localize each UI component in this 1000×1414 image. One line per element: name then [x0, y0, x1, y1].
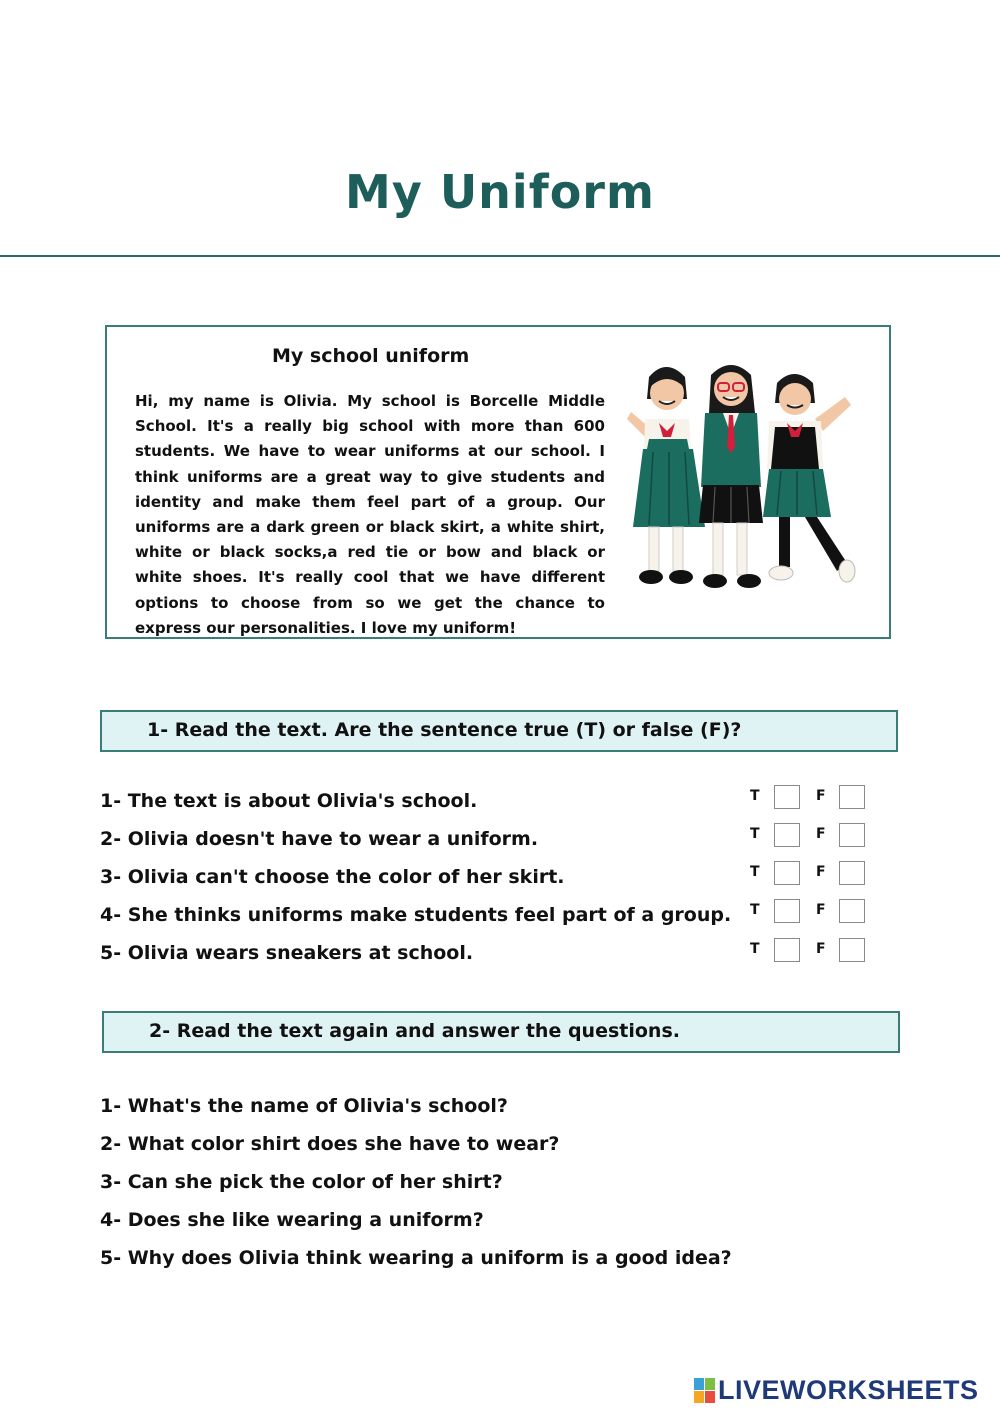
- girl-right: [763, 374, 855, 582]
- tf-statement: 4- She thinks uniforms make students feel part of a group.: [100, 904, 732, 926]
- false-label: F: [816, 788, 826, 804]
- true-checkbox[interactable]: [774, 861, 800, 885]
- question: 5- Why does Olivia think wearing a uniform is a good idea?: [100, 1247, 732, 1269]
- exercise2-banner: [102, 1011, 900, 1053]
- tf-statement: 5- Olivia wears sneakers at school.: [100, 942, 474, 964]
- reading-title: My school uniform: [272, 345, 470, 367]
- tf-answer-row: [750, 938, 868, 964]
- true-checkbox[interactable]: [774, 938, 800, 962]
- false-label: F: [816, 864, 826, 880]
- false-checkbox[interactable]: [839, 861, 865, 885]
- exercise1-banner: [100, 710, 898, 752]
- tf-answer-row: [750, 823, 868, 849]
- false-label: F: [816, 826, 826, 842]
- question: 3- Can she pick the color of her shirt?: [100, 1171, 503, 1193]
- girl-left: [627, 367, 705, 584]
- true-label: T: [750, 941, 760, 957]
- false-checkbox[interactable]: [839, 823, 865, 847]
- page-title: My Uniform: [345, 165, 655, 219]
- reading-box: [105, 325, 891, 639]
- true-checkbox[interactable]: [774, 823, 800, 847]
- tf-answer-row: [750, 785, 868, 811]
- tf-answer-row: [750, 899, 868, 925]
- tf-statement: 3- Olivia can't choose the color of her skirt.: [100, 866, 565, 888]
- logo-text: LIVEWORKSHEETS: [718, 1375, 979, 1405]
- tf-answer-row: [750, 861, 868, 887]
- false-label: F: [816, 902, 826, 918]
- logo-icon: [694, 1378, 716, 1404]
- tf-statement: 2- Olivia doesn't have to wear a uniform.: [100, 828, 539, 850]
- tf-statement: 1- The text is about Olivia's school.: [100, 790, 478, 812]
- students-illustration: [619, 357, 879, 619]
- false-checkbox[interactable]: [839, 899, 865, 923]
- true-label: T: [750, 902, 760, 918]
- true-label: T: [750, 788, 760, 804]
- false-checkbox[interactable]: [839, 938, 865, 962]
- question: 2- What color shirt does she have to wear?: [100, 1133, 560, 1155]
- question: 4- Does she like wearing a uniform?: [100, 1209, 484, 1231]
- girl-middle: [699, 365, 763, 588]
- true-checkbox[interactable]: [774, 785, 800, 809]
- exercise1-heading: 1- Read the text. Are the sentence true (T) or false (F)?: [147, 719, 742, 741]
- title-divider: [0, 255, 1000, 257]
- true-checkbox[interactable]: [774, 899, 800, 923]
- false-label: F: [816, 941, 826, 957]
- question: 1- What's the name of Olivia's school?: [100, 1095, 508, 1117]
- exercise2-heading: 2- Read the text again and answer the questions.: [149, 1020, 680, 1042]
- false-checkbox[interactable]: [839, 785, 865, 809]
- true-label: T: [750, 826, 760, 842]
- true-label: T: [750, 864, 760, 880]
- reading-body: Hi, my name is Olivia. My school is Borcelle Middle School. It's a really big school with more than 600 students. We have to wear uniforms at our school. I think uniforms are a great way to give students and identity and make them feel part of a group. Our uniforms are a dark green or black skirt, a white shirt, white or black socks,a red tie or bow and black or white shoes. It's really cool that we have different options to choose from so we get the chance to express our personalities. I love my uniform!: [135, 392, 605, 637]
